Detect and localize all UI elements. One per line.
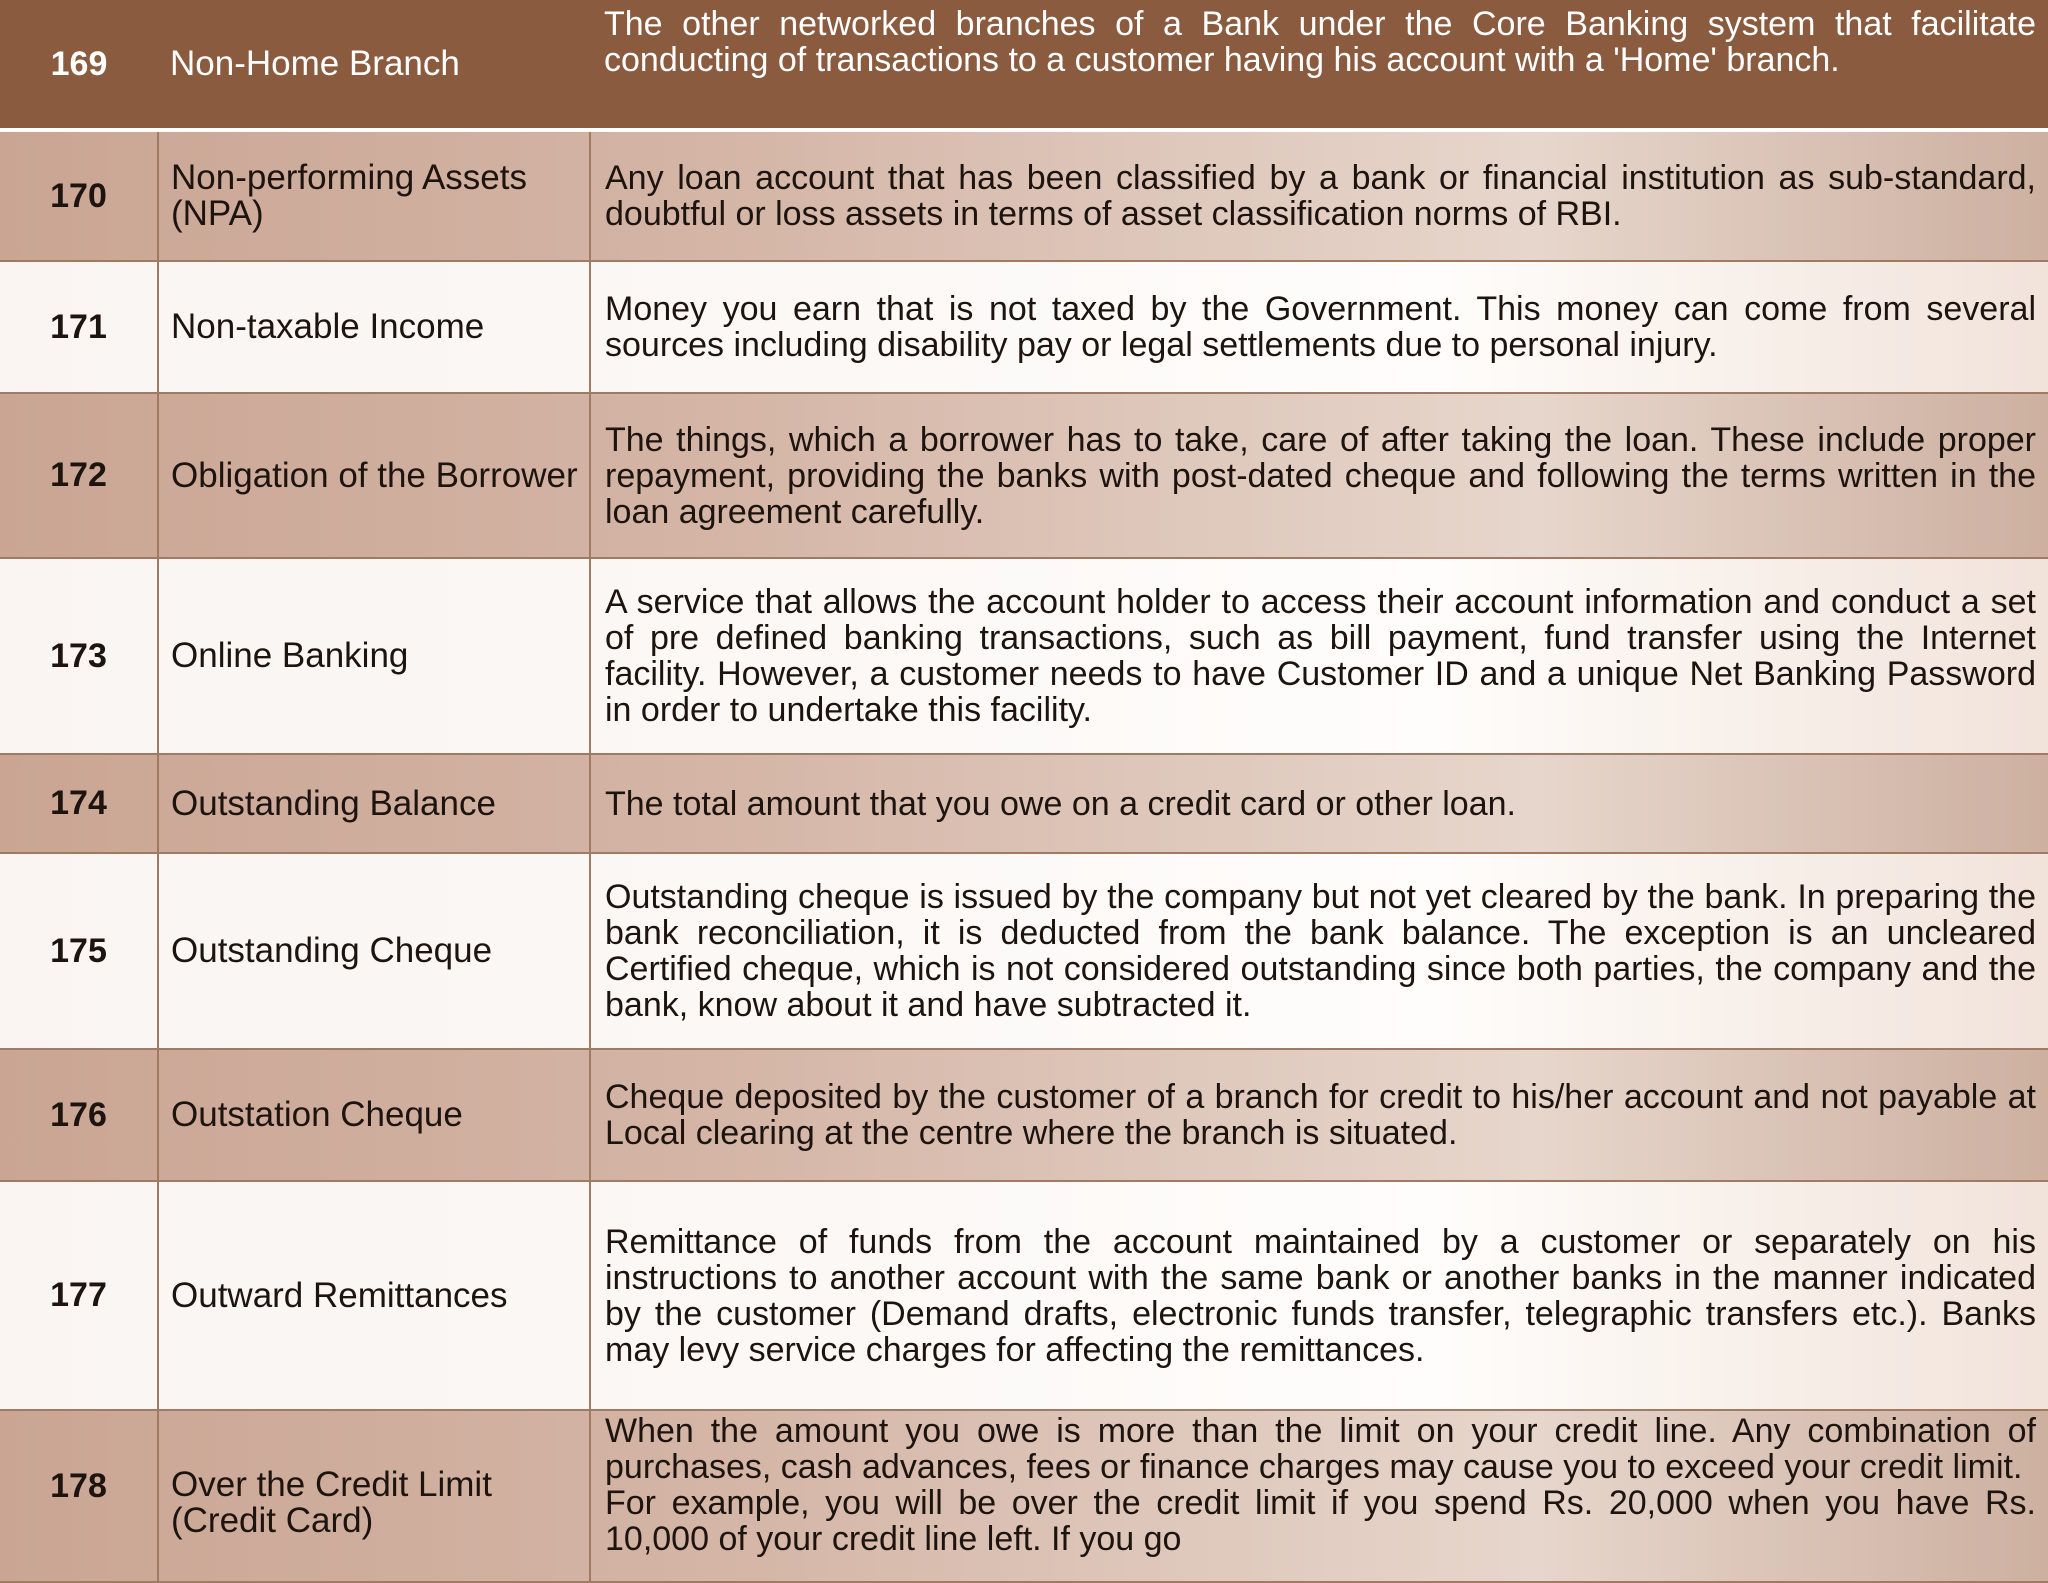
row-term: Over the Credit Limit (Credit Card) xyxy=(158,1410,590,1582)
table-row xyxy=(0,558,2048,754)
row-definition xyxy=(590,1410,2048,1582)
row-number: 170 xyxy=(0,130,158,261)
row-term: Online Banking xyxy=(158,558,590,754)
row-definition: A service that allows the account holder to access their account information and conduct a set of pre defined banking transactions, such as bill payment, fund transfer using the Internet facility. However, a customer needs to have Customer ID and a unique Net Banking Password in order to undertake this facility. xyxy=(590,558,2048,754)
table-row xyxy=(0,393,2048,558)
table-row xyxy=(0,1049,2048,1181)
row-number: 177 xyxy=(0,1181,158,1410)
table-row xyxy=(0,1410,2048,1582)
row-definition: The other networked branches of a Bank under the Core Banking system that facilitate conducting of transactions to a customer having his account with a 'Home' branch. xyxy=(590,0,2048,130)
row-definition: Cheque deposited by the customer of a branch for credit to his/her account and not payable at Local clearing at the centre where the branch is situated. xyxy=(590,1049,2048,1181)
row-number: 174 xyxy=(0,754,158,853)
row-definition: The total amount that you owe on a credit card or other loan. xyxy=(590,754,2048,853)
row-number: 178 xyxy=(0,1410,158,1582)
table-row xyxy=(0,853,2048,1049)
row-term: Non-performing Assets (NPA) xyxy=(158,130,590,261)
table-row xyxy=(0,261,2048,393)
row-definition: Remittance of funds from the account maintained by a customer or separately on his instructions to another account with the same bank or another banks in the manner indicated by the customer (Demand drafts, electronic funds transfer, telegraphic transfers etc.). Banks may levy service charges for affecting the remittances. xyxy=(590,1181,2048,1410)
row-number: 176 xyxy=(0,1049,158,1181)
row-number: 172 xyxy=(0,393,158,558)
row-number: 169 xyxy=(0,0,158,130)
row-term: Outstanding Cheque xyxy=(158,853,590,1049)
row-number: 175 xyxy=(0,853,158,1049)
row-term: Non-Home Branch xyxy=(158,0,590,130)
row-definition: The things, which a borrower has to take, care of after taking the loan. These include proper repayment, providing the banks with post-dated cheque and following the terms written in the loan agreement carefully. xyxy=(590,393,2048,558)
table-row xyxy=(0,754,2048,853)
row-definition-text: When the amount you owe is more than the limit on your credit line. Any combination of purchases, cash advances, fees or finance charges may cause you to exceed your credit limit. xyxy=(605,1412,2036,1486)
table-row xyxy=(0,130,2048,261)
row-term: Outstation Cheque xyxy=(158,1049,590,1181)
row-term: Obligation of the Borrower xyxy=(158,393,590,558)
row-term: Outstanding Balance xyxy=(158,754,590,853)
row-definition: Money you earn that is not taxed by the Government. This money can come from several sources including disability pay or legal settlements due to personal injury. xyxy=(590,261,2048,393)
row-number: 171 xyxy=(0,261,158,393)
row-term: Non-taxable Income xyxy=(158,261,590,393)
row-definition-example: For example, you will be over the credit limit if you spend Rs. 20,000 when you have Rs. 10,000 of your credit line left. If you go xyxy=(605,1484,2036,1558)
row-definition: Outstanding cheque is issued by the company but not yet cleared by the bank. In preparing the bank reconciliation, it is deducted from the bank balance. The exception is an uncleared Certified cheque, which is not considered outstanding since both parties, the company and the bank, know about it and have subtracted it. xyxy=(590,853,2048,1049)
row-term: Outward Remittances xyxy=(158,1181,590,1410)
table-row xyxy=(0,1181,2048,1410)
row-definition: Any loan account that has been classified by a bank or financial institution as sub-standard, doubtful or loss assets in terms of asset classification norms of RBI. xyxy=(590,130,2048,261)
table-row xyxy=(0,0,2048,130)
row-number: 173 xyxy=(0,558,158,754)
